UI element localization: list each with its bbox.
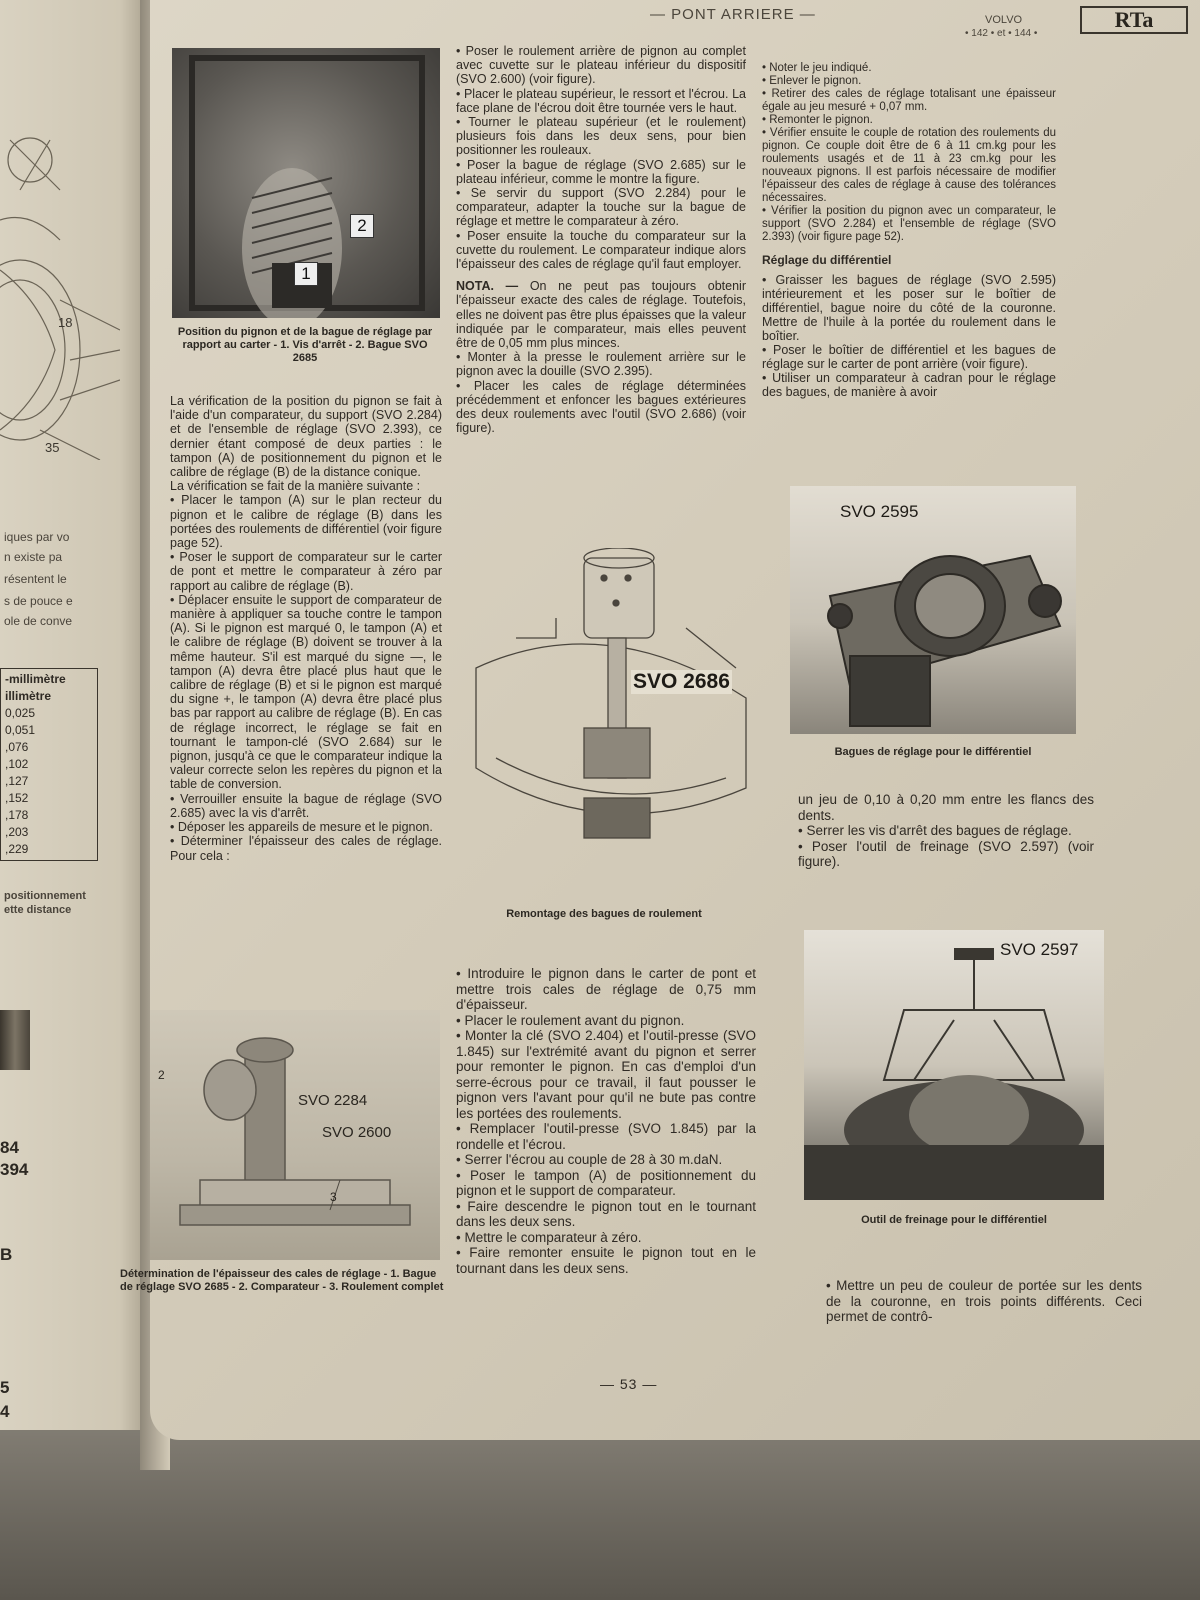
figure-caption: Outil de freinage pour le différentiel [861, 1214, 1047, 1226]
paragraph: • Remonter le pignon. [762, 114, 873, 126]
left-shaft-photo [0, 1010, 30, 1070]
left-big-number: 84 [0, 1138, 19, 1157]
svo-2686-tool-drawing [456, 548, 752, 888]
paragraph: • Poser le tampon (A) de positionnement du pignon et le support de comparateur. [456, 1167, 756, 1198]
column-2 [456, 44, 746, 435]
left-text-line: n existe pa [4, 550, 63, 564]
left-text-line: iques par vo [4, 530, 70, 544]
paragraph: • Déposer les appareils de mesure et le pignon. [170, 820, 433, 835]
paragraph: • Faire remonter ensuite le pignon tout en le tournant dans les deux sens. [456, 1245, 756, 1276]
paragraph: • Placer le tampon (A) sur le plan recteur du pignon et le calibre de réglage (B) dans les portées des roulements de différentiel (voir figure page 52). [170, 493, 442, 551]
column-3-bottom [826, 1278, 1142, 1325]
paragraph: • Retirer des cales de réglage totalisant une épaisseur égale au jeu mesuré + 0,07 mm. [762, 88, 1056, 113]
callout-2: 2 [158, 1068, 165, 1082]
left-table-value: ,152 [5, 791, 29, 805]
left-table-header: -millimètre [5, 672, 66, 686]
brake-tool-photo [804, 930, 1104, 1200]
figure-caption: Remontage des bagues de roulement [506, 908, 702, 920]
paragraph: • Monter à la presse le roulement arrière sur le pignon avec la douille (SVO 2.395). [456, 350, 746, 379]
nota-label: NOTA. — [456, 279, 519, 294]
left-table-value: ,229 [5, 842, 29, 856]
section-title: — PONT ARRIERE — [650, 6, 816, 23]
paragraph: • Noter le jeu indiqué. [762, 62, 872, 74]
left-big-number: 394 [0, 1160, 29, 1179]
paragraph: • Faire descendre le pignon tout en le tournant dans les deux sens. [456, 1198, 756, 1229]
left-page-gear-drawing [0, 100, 120, 460]
paragraph: • Tourner le plateau supérieur (et le roulement) plusieurs fois dans les deux sens, pour bien positionner les rouleaux. [456, 115, 746, 158]
model-list: • 142 • et • 144 • [965, 28, 1038, 39]
left-table-header: illimètre [5, 689, 52, 703]
paragraph: • Placer le plateau supérieur, le ressort et l'écrou. La face plane de l'écrou doit être tournée vers le haut. [456, 86, 746, 115]
paragraph: • Verrouiller ensuite la bague de réglage (SVO 2.685) avec la vis d'arrêt. [170, 791, 442, 820]
label-svo-2595: SVO 2595 [840, 502, 919, 521]
paragraph: • Serrer les vis d'arrêt des bagues de réglage. [798, 823, 1072, 838]
paragraph: • Remplacer l'outil-presse (SVO 1.845) par la rondelle et l'écrou. [456, 1121, 756, 1152]
label-svo-2597: SVO 2597 [1000, 940, 1079, 959]
left-text-line: s de pouce e [4, 594, 73, 608]
left-big-number: 4 [0, 1402, 10, 1421]
paragraph: • Déterminer l'épaisseur des cales de réglage. Pour cela : [170, 834, 442, 863]
brake-tool-drawing [804, 930, 1104, 1200]
column-2-bottom [456, 966, 756, 1276]
subheading-differential: Réglage du différentiel [762, 253, 892, 267]
left-table-value: ,076 [5, 740, 29, 754]
left-page-fragment [0, 0, 150, 1430]
paragraph: • Introduire le pignon dans le carter de pont et mettre trois cales de réglage de 0,75 mm d'épaisseur. [456, 966, 756, 1012]
label-svo-2686: SVO 2686 [633, 670, 730, 693]
left-table-value: 0,051 [5, 723, 36, 737]
left-callout-18: 18 [58, 315, 73, 330]
manual-page [120, 0, 1200, 1440]
column-3 [762, 62, 1056, 399]
paragraph: La vérification de la position du pignon se fait à l'aide d'un comparateur, du support (SVO 2.284) et de l'ensemble de réglage (SVO 2.393), ce dernier étant composé de deux parties : le tampon (A) de positionnement du pignon et le calibre de réglage (B) de la distance conique. [170, 394, 442, 480]
callout-3: 3 [330, 1190, 337, 1204]
paragraph: • Se servir du support (SVO 2.284) pour le comparateur, adapter la touche sur la bague de réglage et mettre le comparateur à zéro. [456, 186, 746, 229]
paragraph: • Poser ensuite la touche du comparateur sur la cuvette du roulement. Le comparateur indique alors l'épaisseur des cales de réglage qu'il faut employer. [456, 228, 746, 272]
left-caption-fragment: positionnement [4, 890, 86, 902]
differential-case-drawing [790, 486, 1076, 734]
paragraph: un jeu de 0,10 à 0,20 mm entre les flancs des dents. [798, 792, 1094, 823]
page-number: — 53 — [600, 1376, 658, 1392]
brand-name: VOLVO [985, 14, 1023, 26]
measurement-tool-drawing [150, 1010, 440, 1260]
paragraph: • Poser l'outil de freinage (SVO 2.597) (voir figure). [798, 838, 1094, 869]
figure-caption: Bagues de réglage pour le différentiel [834, 746, 1032, 758]
rta-logo: RTa [1080, 6, 1188, 34]
paragraph: • Mettre un peu de couleur de portée sur les dents de la couronne, en trois points différents. Ceci permet de contrô- [826, 1278, 1142, 1324]
differential-rings-photo [790, 486, 1076, 734]
paragraph: • Poser le boîtier de différentiel et les bagues de réglage sur le carter de pont arrière (voir figure). [762, 343, 1056, 371]
left-callout-35: 35 [45, 440, 60, 455]
paragraph: • Poser la bague de réglage (SVO 2.685) sur le plateau inférieur, comme le montre la figure. [456, 157, 746, 186]
paragraph: • Vérifier ensuite le couple de rotation des roulements du pignon. Ce couple doit être de 6 à 11 cm.kg pour les roulements usagés et de 11 à 23 cm.kg pour les nouveaux pignons. Il est parfois nécessaire de modifier l'épaisseur des cales de réglage à cause des tolérances nécessaires. [762, 127, 1056, 204]
label-svo-2600: SVO 2600 [322, 1124, 392, 1141]
paragraph: • Poser le roulement arrière de pignon au complet avec cuvette sur le plateau inférieur du dispositif (SVO 2.600) (voir figure). [456, 44, 746, 87]
label-svo-2284: SVO 2284 [298, 1092, 368, 1109]
left-table-value: 0,025 [5, 706, 36, 720]
figure-caption: Détermination de l'épaisseur des cales de réglage - 1. Bague de réglage SVO 2685 - 2. Comparateur - 3. Roulement complet [120, 1268, 444, 1293]
paragraph: • Enlever le pignon. [762, 75, 862, 87]
paragraph: • Serrer l'écrou au couple de 28 à 30 m.daN. [456, 1152, 723, 1167]
paragraph: • Graisser les bagues de réglage (SVO 2.595) intérieurement et les poser sur le boîtier de différentiel, bague noire du côté de la couronne. Mettre de l'huile à la portée du roulement dans le boîtier. [762, 273, 1056, 343]
shim-measurement-photo [150, 1010, 440, 1260]
callout-1-badge: 1 [294, 262, 318, 286]
paragraph: • Déplacer ensuite le support de comparateur de manière à appliquer sa touche contre le tampon (A). Si le pignon est marqué 0, le tampon (A) et le calibre de réglage (B) doivent se trouver à la même hauteur. S'il est marqué du signe —, le tampon (A) devra être placé plus haut que le calibre de réglage (B) et si le pignon est marqué du signe +, le tampon (A) devra être placé plus bas par rapport au calibre de réglage (B). En cas de réglage incorrect, le réglage se fait en tournant le tampon-clé (SVO 2.684) sur le pignon, jusqu'à ce que le comparateur indique la valeur correcte selon les repères du pignon et la table de conversion. [170, 592, 442, 792]
left-caption-fragment: ette distance [4, 904, 72, 916]
left-table-value: ,203 [5, 825, 29, 839]
paragraph: • Utiliser un comparateur à cadran pour le réglage des bagues, de manière à avoir [762, 371, 1056, 399]
paragraph: • Placer les cales de réglage déterminées précédemment et enfoncer les bagues extérieures des deux roulements avec l'outil (SVO 2.686) (voir figure). [456, 378, 746, 436]
left-text-line: ole de conve [4, 614, 73, 628]
paragraph: • Mettre le comparateur à zéro. [456, 1229, 642, 1245]
bearing-refit-drawing [456, 548, 752, 888]
paragraph: La vérification se fait de la manière suivante : [170, 479, 421, 494]
left-conversion-table [0, 668, 98, 861]
left-table-value: ,102 [5, 757, 29, 771]
column-1 [170, 394, 442, 863]
left-table-value: ,178 [5, 808, 29, 822]
paragraph: • Monter la clé (SVO 2.404) et l'outil-presse (SVO 1.845) sur l'extrémité avant du pignon et serrer pour remonter le pignon. En cas d'emploi d'un serre-écrous pour ce travail, il faut pousser le pignon vers l'avant pour qu'il ne bute pas contre les portées des roulements. [456, 1028, 756, 1121]
left-text-line: résentent le [4, 572, 67, 586]
paragraph: • Poser le support de comparateur sur le carter de pont et mettre le comparateur à zéro par rapport au calibre de réglage (B). [170, 550, 442, 593]
paragraph: • Vérifier la position du pignon avec un comparateur, le support (SVO 2.284) et l'ensemble de réglage (SVO 2.393) (voir figure page 52). [762, 205, 1056, 243]
left-big-number: 5 [0, 1378, 10, 1397]
left-big-number: B [0, 1245, 13, 1264]
callout-2-badge: 2 [350, 214, 374, 238]
pinion-position-photo [172, 48, 440, 318]
figure-caption: Position du pignon et de la bague de réglage par rapport au carter - 1. Vis d'arrêt - 2. Bague SVO 2685 [177, 326, 433, 364]
left-table-value: ,127 [5, 774, 29, 788]
paragraph: • Placer le roulement avant du pignon. [456, 1012, 685, 1028]
column-3-middle [798, 792, 1094, 870]
nota-text: On ne peut pas toujours obtenir l'épaisseur exacte des cales de réglage. Toutefois, elles ne doivent pas être plus épaisses que la valeur indiquée par le comparateur, mais elles peuvent être de 0,05 mm plus minces. [456, 279, 746, 351]
